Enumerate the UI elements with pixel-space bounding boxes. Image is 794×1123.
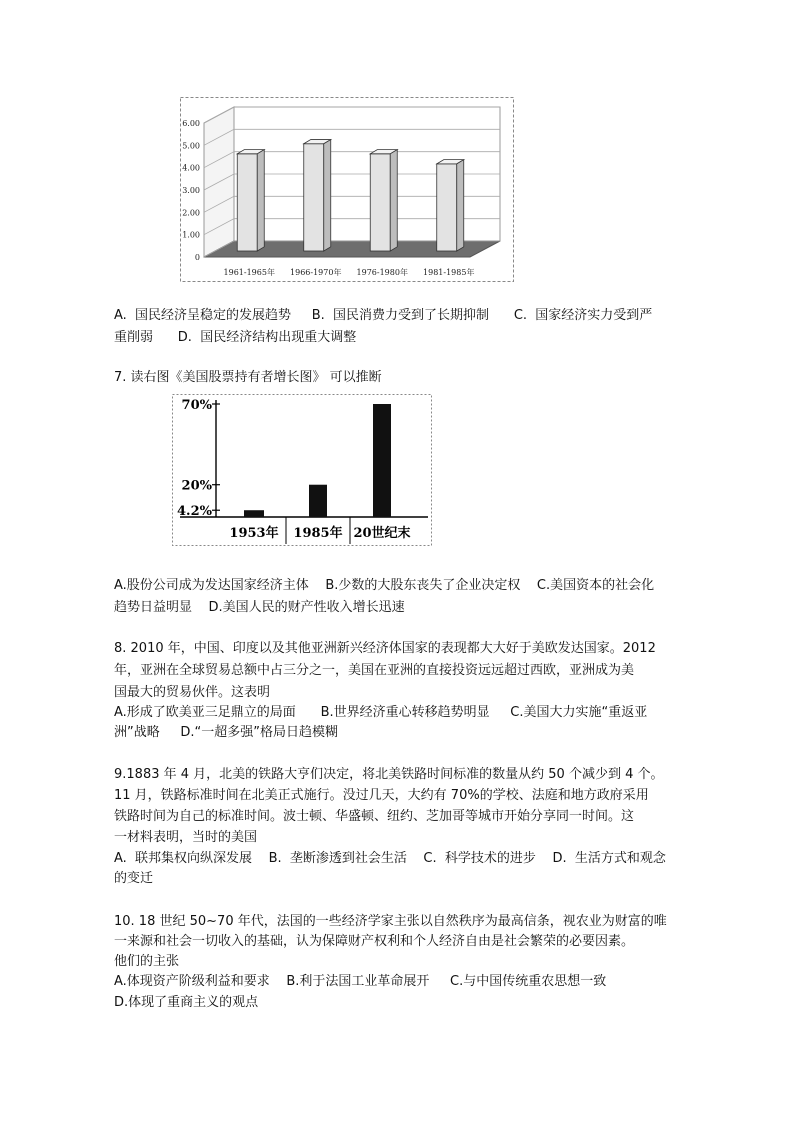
q7-stem: 7. 读右图《美国股票持有者增长图》 可以推断	[114, 370, 382, 385]
chart-frame	[173, 395, 432, 546]
q8-line1: 8. 2010 年，中国、印度以及其他亚洲新兴经济体国家的表现都大大好于美欧发达国家。2012	[114, 641, 656, 656]
y-tick-label: 70%	[181, 398, 212, 413]
x-tick-label: 1953年	[229, 526, 279, 541]
q6-options-line2: 重削弱 D. 国民经济结构出现重大调整	[114, 330, 357, 345]
x-tick-label: 1966-1970年	[290, 268, 342, 277]
bar-side	[257, 150, 264, 251]
bar	[304, 144, 324, 251]
q8-line5: 洲”战略 D.“一超多强”格局日趋模糊	[114, 725, 339, 740]
q6-options-line1: A. 国民经济呈稳定的发展趋势 B. 国民消费力受到了长期抑制 C. 国家经济实力受到严	[114, 308, 653, 323]
q8-line3: 国最大的贸易伙伴。这表明	[114, 685, 271, 700]
y-tick-label: 20%	[181, 478, 212, 494]
x-tick-label: 1981-1985年	[423, 268, 475, 277]
q10-line2: 一来源和社会一切收入的基础，认为保障财产权利和个人经济自由是社会繁荣的必要因素。	[114, 934, 635, 949]
q9-line4: 一材料表明，当时的美国	[114, 830, 258, 845]
bar	[244, 510, 264, 517]
y-tick-label: 6.00	[182, 119, 200, 128]
q10-line3: 他们的主张	[114, 954, 180, 969]
q10-line1: 10. 18 世纪 50~70 年代，法国的一些经济学家主张以自然秩序为最高信条，视农业为财富的唯	[114, 914, 667, 929]
y-tick-label: 5.00	[182, 141, 200, 151]
y-tick-label: 0	[194, 253, 200, 262]
y-tick-label: 3.00	[182, 186, 200, 195]
q10-line5: D.体现了重商主义的观点	[114, 995, 259, 1010]
x-tick-label: 1985年	[293, 526, 343, 541]
chart-stockholders	[172, 394, 432, 546]
chart-gdp-growth	[180, 97, 514, 282]
bar	[237, 154, 257, 251]
bar	[437, 164, 457, 251]
bar	[309, 485, 327, 517]
bar-side	[324, 140, 331, 251]
bar-side	[390, 150, 397, 251]
q7-options-line1: A.股份公司成为发达国家经济主体 B.少数的大股东丧失了企业决定权 C.美国资本的社会化	[114, 578, 655, 593]
q9-line2: 11 月，铁路标准时间在北美正式施行。没过几天，大约有 70%的学校、法庭和地方政府采用	[114, 788, 649, 803]
bar	[373, 404, 391, 517]
q8-line4: A.形成了欧美亚三足鼎立的局面 B.世界经济重心转移趋势明显 C.美国大力实施“重返亚	[114, 705, 648, 720]
bar	[370, 154, 390, 251]
y-tick-label: 1.00	[182, 230, 200, 240]
bar-side	[457, 160, 464, 251]
q9-line6: 的变迁	[114, 871, 154, 886]
y-tick-label: 2.00	[182, 208, 200, 218]
q7-options-line2: 趋势日益明显 D.美国人民的财产性收入增长迅速	[114, 600, 405, 615]
q9-line3: 铁路时间为自己的标准时间。波士顿、华盛顿、纽约、芝加哥等城市开始分享同一时间。这	[114, 809, 635, 824]
y-tick-label: 4.00	[182, 163, 200, 173]
x-tick-label: 1976-1980年	[356, 268, 408, 277]
q10-line4: A.体现资产阶级利益和要求 B.利于法国工业革命展开 C.与中国传统重农思想一致	[114, 974, 607, 989]
y-tick-label: 4.2%	[177, 504, 212, 520]
q9-line1: 9.1883 年 4 月，北美的铁路大亨们决定，将北美铁路时间标准的数量从约 50 个减少到 4 个。	[114, 767, 664, 782]
x-tick-label: 1961-1965年	[223, 268, 275, 277]
q9-line5: A. 联邦集权向纵深发展 B. 垄断渗透到社会生活 C. 科学技术的进步 D. 生活方式和观念	[114, 851, 666, 866]
q8-line2: 年，亚洲在全球贸易总额中占三分之一，美国在亚洲的直接投资远远超过西欧，亚洲成为美	[114, 663, 635, 678]
x-tick-label: 20世纪末	[353, 526, 411, 541]
